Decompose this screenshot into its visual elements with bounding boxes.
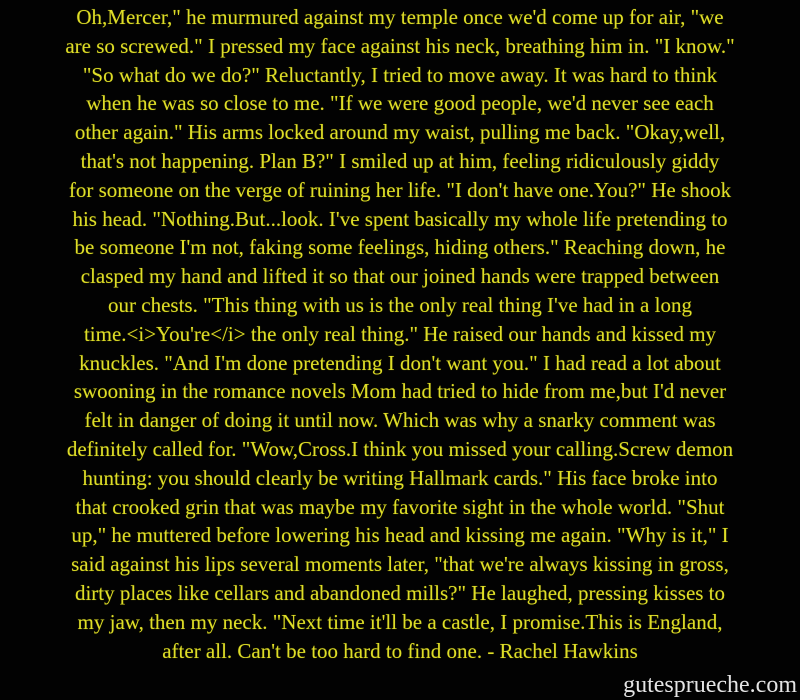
quote-line: time.<i>You're</i> the only real thing." He raised our hands and kissed my	[83, 321, 717, 346]
quote-line: knuckles. "And I'm done pretending I don't want you." I had read a lot about	[79, 350, 721, 375]
quote-line: when he was so close to me. "If we were good people, we'd never see each	[86, 91, 714, 116]
quote-line: be someone I'm not, faking some feelings, hiding others." Reaching down, he	[74, 235, 726, 260]
quote-line: my jaw, then my neck. "Next time it'll be a castle, I promise.This is England,	[77, 609, 723, 634]
quote-line: up," he muttered before lowering his head and kissing me again. "Why is it," I	[71, 523, 729, 548]
quote-line: swooning in the romance novels Mom had tried to hide from me,but I'd never	[73, 379, 727, 404]
quote-line: hunting: you should clearly be writing Hallmark cards." His face broke into	[82, 465, 718, 490]
quote-line: definitely called for. "Wow,Cross.I think you missed your calling.Screw demon	[66, 436, 734, 461]
quote-line: that crooked grin that was maybe my favorite sight in the whole world. "Shut	[75, 494, 725, 519]
quote-line: "So what do we do?" Reluctantly, I tried to move away. It was hard to think	[82, 62, 718, 87]
quote-line: are so screwed." I pressed my face against his neck, breathing him in. "I know."	[65, 33, 735, 58]
quote-line: for someone on the verge of ruining her life. "I don't have one.You?" He shook	[68, 177, 732, 202]
quote-line: other again." His arms locked around my waist, pulling me back. "Okay,well,	[74, 120, 726, 145]
quote-line: our chests. "This thing with us is the only real thing I've had in a long	[108, 292, 692, 317]
quote-line: clasped my hand and lifted it so that our joined hands were trapped between	[80, 264, 720, 289]
watermark-site-name: gutesprueche.com	[623, 672, 797, 698]
quote-text-block	[0, 3, 800, 665]
quote-line: that's not happening. Plan B?" I smiled up at him, feeling ridiculously giddy	[80, 148, 720, 173]
quote-line: his head. "Nothing.But...look. I've spent basically my whole life pretending to	[72, 206, 728, 231]
quote-line: said against his lips several moments later, "that we're always kissing in gross,	[71, 552, 729, 577]
quote-line: after all. Can't be too hard to find one. - Rachel Hawkins	[162, 638, 638, 663]
quote-line: Oh,Mercer," he murmured against my temple once we'd come up for air, "we	[76, 5, 724, 29]
quote-line: felt in danger of doing it until now. Which was why a snarky comment was	[84, 408, 716, 433]
quote-line: dirty places like cellars and abandoned mills?" He laughed, pressing kisses to	[74, 580, 726, 605]
